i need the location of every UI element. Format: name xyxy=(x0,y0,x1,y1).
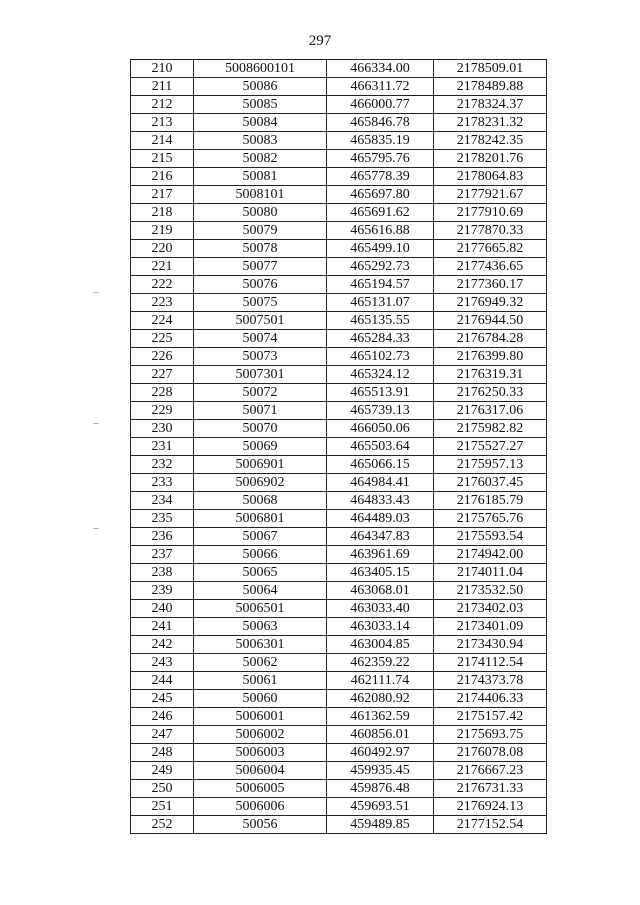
table-row xyxy=(131,690,547,708)
point-id-cell: 50060 xyxy=(194,690,327,708)
table-row xyxy=(131,222,547,240)
table-row xyxy=(131,726,547,744)
y-coordinate-cell: 2176037.45 xyxy=(434,474,547,492)
point-id-cell: 5007501 xyxy=(194,312,327,330)
x-coordinate-cell: 463405.15 xyxy=(327,564,434,582)
table-row xyxy=(131,240,547,258)
row-number-cell: 216 xyxy=(131,168,194,186)
y-coordinate-cell: 2176078.08 xyxy=(434,744,547,762)
table-row xyxy=(131,168,547,186)
table-row xyxy=(131,816,547,834)
row-number-cell: 238 xyxy=(131,564,194,582)
row-number-cell: 219 xyxy=(131,222,194,240)
table-row xyxy=(131,60,547,78)
table-row xyxy=(131,564,547,582)
point-id-cell: 5006801 xyxy=(194,510,327,528)
table-row xyxy=(131,744,547,762)
point-id-cell: 50066 xyxy=(194,546,327,564)
row-number-cell: 236 xyxy=(131,528,194,546)
x-coordinate-cell: 465499.10 xyxy=(327,240,434,258)
point-id-cell: 5006006 xyxy=(194,798,327,816)
point-id-cell: 50075 xyxy=(194,294,327,312)
x-coordinate-cell: 462111.74 xyxy=(327,672,434,690)
x-coordinate-cell: 466000.77 xyxy=(327,96,434,114)
point-id-cell: 50070 xyxy=(194,420,327,438)
point-id-cell: 5006301 xyxy=(194,636,327,654)
y-coordinate-cell: 2176944.50 xyxy=(434,312,547,330)
x-coordinate-cell: 465324.12 xyxy=(327,366,434,384)
table-row xyxy=(131,114,547,132)
table-row xyxy=(131,654,547,672)
x-coordinate-cell: 465795.76 xyxy=(327,150,434,168)
point-id-cell: 50077 xyxy=(194,258,327,276)
x-coordinate-cell: 459876.48 xyxy=(327,780,434,798)
point-id-cell: 50072 xyxy=(194,384,327,402)
point-id-cell: 50056 xyxy=(194,816,327,834)
table-row xyxy=(131,438,547,456)
table-row xyxy=(131,348,547,366)
table-row xyxy=(131,78,547,96)
y-coordinate-cell: 2175157.42 xyxy=(434,708,547,726)
row-number-cell: 217 xyxy=(131,186,194,204)
x-coordinate-cell: 466050.06 xyxy=(327,420,434,438)
point-id-cell: 50082 xyxy=(194,150,327,168)
y-coordinate-cell: 2176949.32 xyxy=(434,294,547,312)
table-row xyxy=(131,456,547,474)
x-coordinate-cell: 461362.59 xyxy=(327,708,434,726)
row-number-cell: 228 xyxy=(131,384,194,402)
table-row xyxy=(131,636,547,654)
row-number-cell: 239 xyxy=(131,582,194,600)
row-number-cell: 224 xyxy=(131,312,194,330)
table-row xyxy=(131,618,547,636)
row-number-cell: 243 xyxy=(131,654,194,672)
x-coordinate-cell: 465194.57 xyxy=(327,276,434,294)
y-coordinate-cell: 2175527.27 xyxy=(434,438,547,456)
x-coordinate-cell: 459489.85 xyxy=(327,816,434,834)
point-id-cell: 5008600101 xyxy=(194,60,327,78)
point-id-cell: 50078 xyxy=(194,240,327,258)
y-coordinate-cell: 2176667.23 xyxy=(434,762,547,780)
y-coordinate-cell: 2175982.82 xyxy=(434,420,547,438)
point-id-cell: 5006901 xyxy=(194,456,327,474)
table-row xyxy=(131,312,547,330)
table-row xyxy=(131,204,547,222)
y-coordinate-cell: 2176317.06 xyxy=(434,402,547,420)
table-row xyxy=(131,600,547,618)
x-coordinate-cell: 463033.40 xyxy=(327,600,434,618)
table-row xyxy=(131,708,547,726)
coordinates-table-body xyxy=(131,60,547,834)
row-number-cell: 247 xyxy=(131,726,194,744)
table-row xyxy=(131,294,547,312)
row-number-cell: 231 xyxy=(131,438,194,456)
point-id-cell: 5006001 xyxy=(194,708,327,726)
table-row xyxy=(131,762,547,780)
y-coordinate-cell: 2178242.35 xyxy=(434,132,547,150)
row-number-cell: 226 xyxy=(131,348,194,366)
y-coordinate-cell: 2177436.65 xyxy=(434,258,547,276)
x-coordinate-cell: 465846.78 xyxy=(327,114,434,132)
row-number-cell: 215 xyxy=(131,150,194,168)
table-row xyxy=(131,510,547,528)
point-id-cell: 50076 xyxy=(194,276,327,294)
y-coordinate-cell: 2177665.82 xyxy=(434,240,547,258)
y-coordinate-cell: 2176185.79 xyxy=(434,492,547,510)
x-coordinate-cell: 466311.72 xyxy=(327,78,434,96)
y-coordinate-cell: 2177910.69 xyxy=(434,204,547,222)
y-coordinate-cell: 2176784.28 xyxy=(434,330,547,348)
x-coordinate-cell: 466334.00 xyxy=(327,60,434,78)
row-number-cell: 230 xyxy=(131,420,194,438)
x-coordinate-cell: 465835.19 xyxy=(327,132,434,150)
y-coordinate-cell: 2174112.54 xyxy=(434,654,547,672)
row-number-cell: 244 xyxy=(131,672,194,690)
x-coordinate-cell: 463961.69 xyxy=(327,546,434,564)
row-number-cell: 245 xyxy=(131,690,194,708)
y-coordinate-cell: 2177921.67 xyxy=(434,186,547,204)
row-number-cell: 212 xyxy=(131,96,194,114)
x-coordinate-cell: 465503.64 xyxy=(327,438,434,456)
margin-mark xyxy=(93,528,99,529)
y-coordinate-cell: 2176399.80 xyxy=(434,348,547,366)
point-id-cell: 50081 xyxy=(194,168,327,186)
point-id-cell: 50061 xyxy=(194,672,327,690)
point-id-cell: 5006003 xyxy=(194,744,327,762)
row-number-cell: 251 xyxy=(131,798,194,816)
row-number-cell: 241 xyxy=(131,618,194,636)
table-row xyxy=(131,276,547,294)
row-number-cell: 210 xyxy=(131,60,194,78)
row-number-cell: 235 xyxy=(131,510,194,528)
point-id-cell: 5007301 xyxy=(194,366,327,384)
y-coordinate-cell: 2178201.76 xyxy=(434,150,547,168)
row-number-cell: 246 xyxy=(131,708,194,726)
point-id-cell: 50067 xyxy=(194,528,327,546)
y-coordinate-cell: 2174011.04 xyxy=(434,564,547,582)
table-row xyxy=(131,474,547,492)
x-coordinate-cell: 465513.91 xyxy=(327,384,434,402)
margin-mark xyxy=(93,423,99,424)
point-id-cell: 50074 xyxy=(194,330,327,348)
table-row xyxy=(131,780,547,798)
y-coordinate-cell: 2176731.33 xyxy=(434,780,547,798)
y-coordinate-cell: 2177870.33 xyxy=(434,222,547,240)
x-coordinate-cell: 465691.62 xyxy=(327,204,434,222)
row-number-cell: 242 xyxy=(131,636,194,654)
table-row xyxy=(131,96,547,114)
table-row xyxy=(131,546,547,564)
y-coordinate-cell: 2178231.32 xyxy=(434,114,547,132)
row-number-cell: 252 xyxy=(131,816,194,834)
table-row xyxy=(131,672,547,690)
x-coordinate-cell: 463068.01 xyxy=(327,582,434,600)
point-id-cell: 50069 xyxy=(194,438,327,456)
x-coordinate-cell: 459693.51 xyxy=(327,798,434,816)
x-coordinate-cell: 464489.03 xyxy=(327,510,434,528)
y-coordinate-cell: 2176924.13 xyxy=(434,798,547,816)
x-coordinate-cell: 464347.83 xyxy=(327,528,434,546)
point-id-cell: 50085 xyxy=(194,96,327,114)
y-coordinate-cell: 2175693.75 xyxy=(434,726,547,744)
point-id-cell: 50063 xyxy=(194,618,327,636)
point-id-cell: 5008101 xyxy=(194,186,327,204)
y-coordinate-cell: 2175593.54 xyxy=(434,528,547,546)
point-id-cell: 50068 xyxy=(194,492,327,510)
y-coordinate-cell: 2173430.94 xyxy=(434,636,547,654)
point-id-cell: 5006902 xyxy=(194,474,327,492)
x-coordinate-cell: 464833.43 xyxy=(327,492,434,510)
x-coordinate-cell: 465697.80 xyxy=(327,186,434,204)
row-number-cell: 225 xyxy=(131,330,194,348)
table-row xyxy=(131,384,547,402)
page-number: 297 xyxy=(308,33,332,49)
point-id-cell: 50080 xyxy=(194,204,327,222)
table-row xyxy=(131,420,547,438)
row-number-cell: 220 xyxy=(131,240,194,258)
table-row xyxy=(131,150,547,168)
x-coordinate-cell: 465616.88 xyxy=(327,222,434,240)
y-coordinate-cell: 2173532.50 xyxy=(434,582,547,600)
point-id-cell: 5006005 xyxy=(194,780,327,798)
table-row xyxy=(131,258,547,276)
table-row xyxy=(131,186,547,204)
row-number-cell: 227 xyxy=(131,366,194,384)
y-coordinate-cell: 2174942.00 xyxy=(434,546,547,564)
table-row xyxy=(131,492,547,510)
y-coordinate-cell: 2178509.01 xyxy=(434,60,547,78)
table-row xyxy=(131,330,547,348)
row-number-cell: 211 xyxy=(131,78,194,96)
point-id-cell: 50064 xyxy=(194,582,327,600)
point-id-cell: 50071 xyxy=(194,402,327,420)
table-row xyxy=(131,528,547,546)
point-id-cell: 5006004 xyxy=(194,762,327,780)
x-coordinate-cell: 465292.73 xyxy=(327,258,434,276)
margin-mark xyxy=(93,292,99,293)
y-coordinate-cell: 2177152.54 xyxy=(434,816,547,834)
y-coordinate-cell: 2174406.33 xyxy=(434,690,547,708)
y-coordinate-cell: 2178064.83 xyxy=(434,168,547,186)
row-number-cell: 222 xyxy=(131,276,194,294)
y-coordinate-cell: 2175957.13 xyxy=(434,456,547,474)
x-coordinate-cell: 465131.07 xyxy=(327,294,434,312)
x-coordinate-cell: 463033.14 xyxy=(327,618,434,636)
x-coordinate-cell: 462080.92 xyxy=(327,690,434,708)
row-number-cell: 232 xyxy=(131,456,194,474)
y-coordinate-cell: 2178489.88 xyxy=(434,78,547,96)
row-number-cell: 214 xyxy=(131,132,194,150)
table-row xyxy=(131,402,547,420)
point-id-cell: 50065 xyxy=(194,564,327,582)
x-coordinate-cell: 462359.22 xyxy=(327,654,434,672)
point-id-cell: 50079 xyxy=(194,222,327,240)
x-coordinate-cell: 464984.41 xyxy=(327,474,434,492)
y-coordinate-cell: 2178324.37 xyxy=(434,96,547,114)
x-coordinate-cell: 465102.73 xyxy=(327,348,434,366)
x-coordinate-cell: 460492.97 xyxy=(327,744,434,762)
table-row xyxy=(131,582,547,600)
point-id-cell: 5006501 xyxy=(194,600,327,618)
row-number-cell: 250 xyxy=(131,780,194,798)
row-number-cell: 229 xyxy=(131,402,194,420)
x-coordinate-cell: 465284.33 xyxy=(327,330,434,348)
row-number-cell: 234 xyxy=(131,492,194,510)
row-number-cell: 249 xyxy=(131,762,194,780)
point-id-cell: 50073 xyxy=(194,348,327,366)
row-number-cell: 237 xyxy=(131,546,194,564)
x-coordinate-cell: 465739.13 xyxy=(327,402,434,420)
point-id-cell: 5006002 xyxy=(194,726,327,744)
row-number-cell: 213 xyxy=(131,114,194,132)
row-number-cell: 233 xyxy=(131,474,194,492)
y-coordinate-cell: 2176250.33 xyxy=(434,384,547,402)
x-coordinate-cell: 465778.39 xyxy=(327,168,434,186)
table-row xyxy=(131,132,547,150)
y-coordinate-cell: 2173402.03 xyxy=(434,600,547,618)
x-coordinate-cell: 465135.55 xyxy=(327,312,434,330)
row-number-cell: 221 xyxy=(131,258,194,276)
row-number-cell: 218 xyxy=(131,204,194,222)
y-coordinate-cell: 2173401.09 xyxy=(434,618,547,636)
row-number-cell: 240 xyxy=(131,600,194,618)
x-coordinate-cell: 460856.01 xyxy=(327,726,434,744)
point-id-cell: 50086 xyxy=(194,78,327,96)
table-row xyxy=(131,366,547,384)
x-coordinate-cell: 463004.85 xyxy=(327,636,434,654)
row-number-cell: 248 xyxy=(131,744,194,762)
coordinates-table xyxy=(130,59,547,834)
table-row xyxy=(131,798,547,816)
point-id-cell: 50084 xyxy=(194,114,327,132)
x-coordinate-cell: 465066.15 xyxy=(327,456,434,474)
point-id-cell: 50083 xyxy=(194,132,327,150)
point-id-cell: 50062 xyxy=(194,654,327,672)
y-coordinate-cell: 2174373.78 xyxy=(434,672,547,690)
y-coordinate-cell: 2177360.17 xyxy=(434,276,547,294)
y-coordinate-cell: 2175765.76 xyxy=(434,510,547,528)
row-number-cell: 223 xyxy=(131,294,194,312)
y-coordinate-cell: 2176319.31 xyxy=(434,366,547,384)
x-coordinate-cell: 459935.45 xyxy=(327,762,434,780)
